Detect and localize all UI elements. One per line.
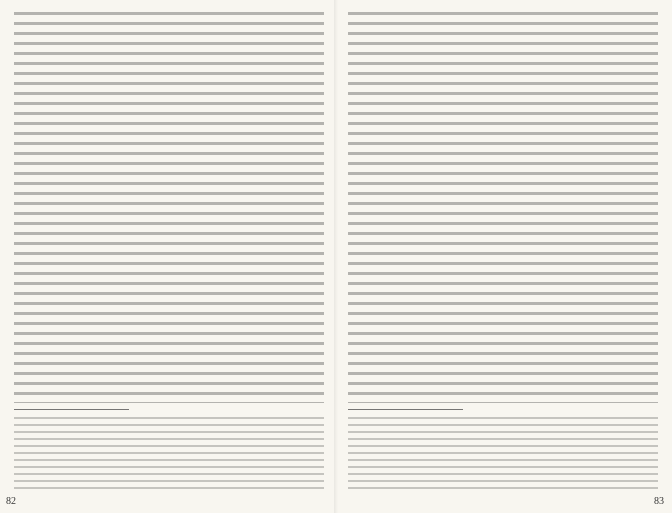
- right-page-footnotes-block: [348, 414, 658, 492]
- left-page-number: 82: [6, 496, 16, 507]
- right-page-footnote-divider: [348, 409, 463, 410]
- left-page-footnotes-block: [14, 414, 324, 492]
- left-page-main-text-block: [14, 8, 324, 403]
- right-page-number: 83: [654, 496, 664, 507]
- left-page-footnote-divider: [14, 409, 129, 410]
- right-page: [336, 0, 672, 513]
- right-page-main-text-block: [348, 8, 658, 403]
